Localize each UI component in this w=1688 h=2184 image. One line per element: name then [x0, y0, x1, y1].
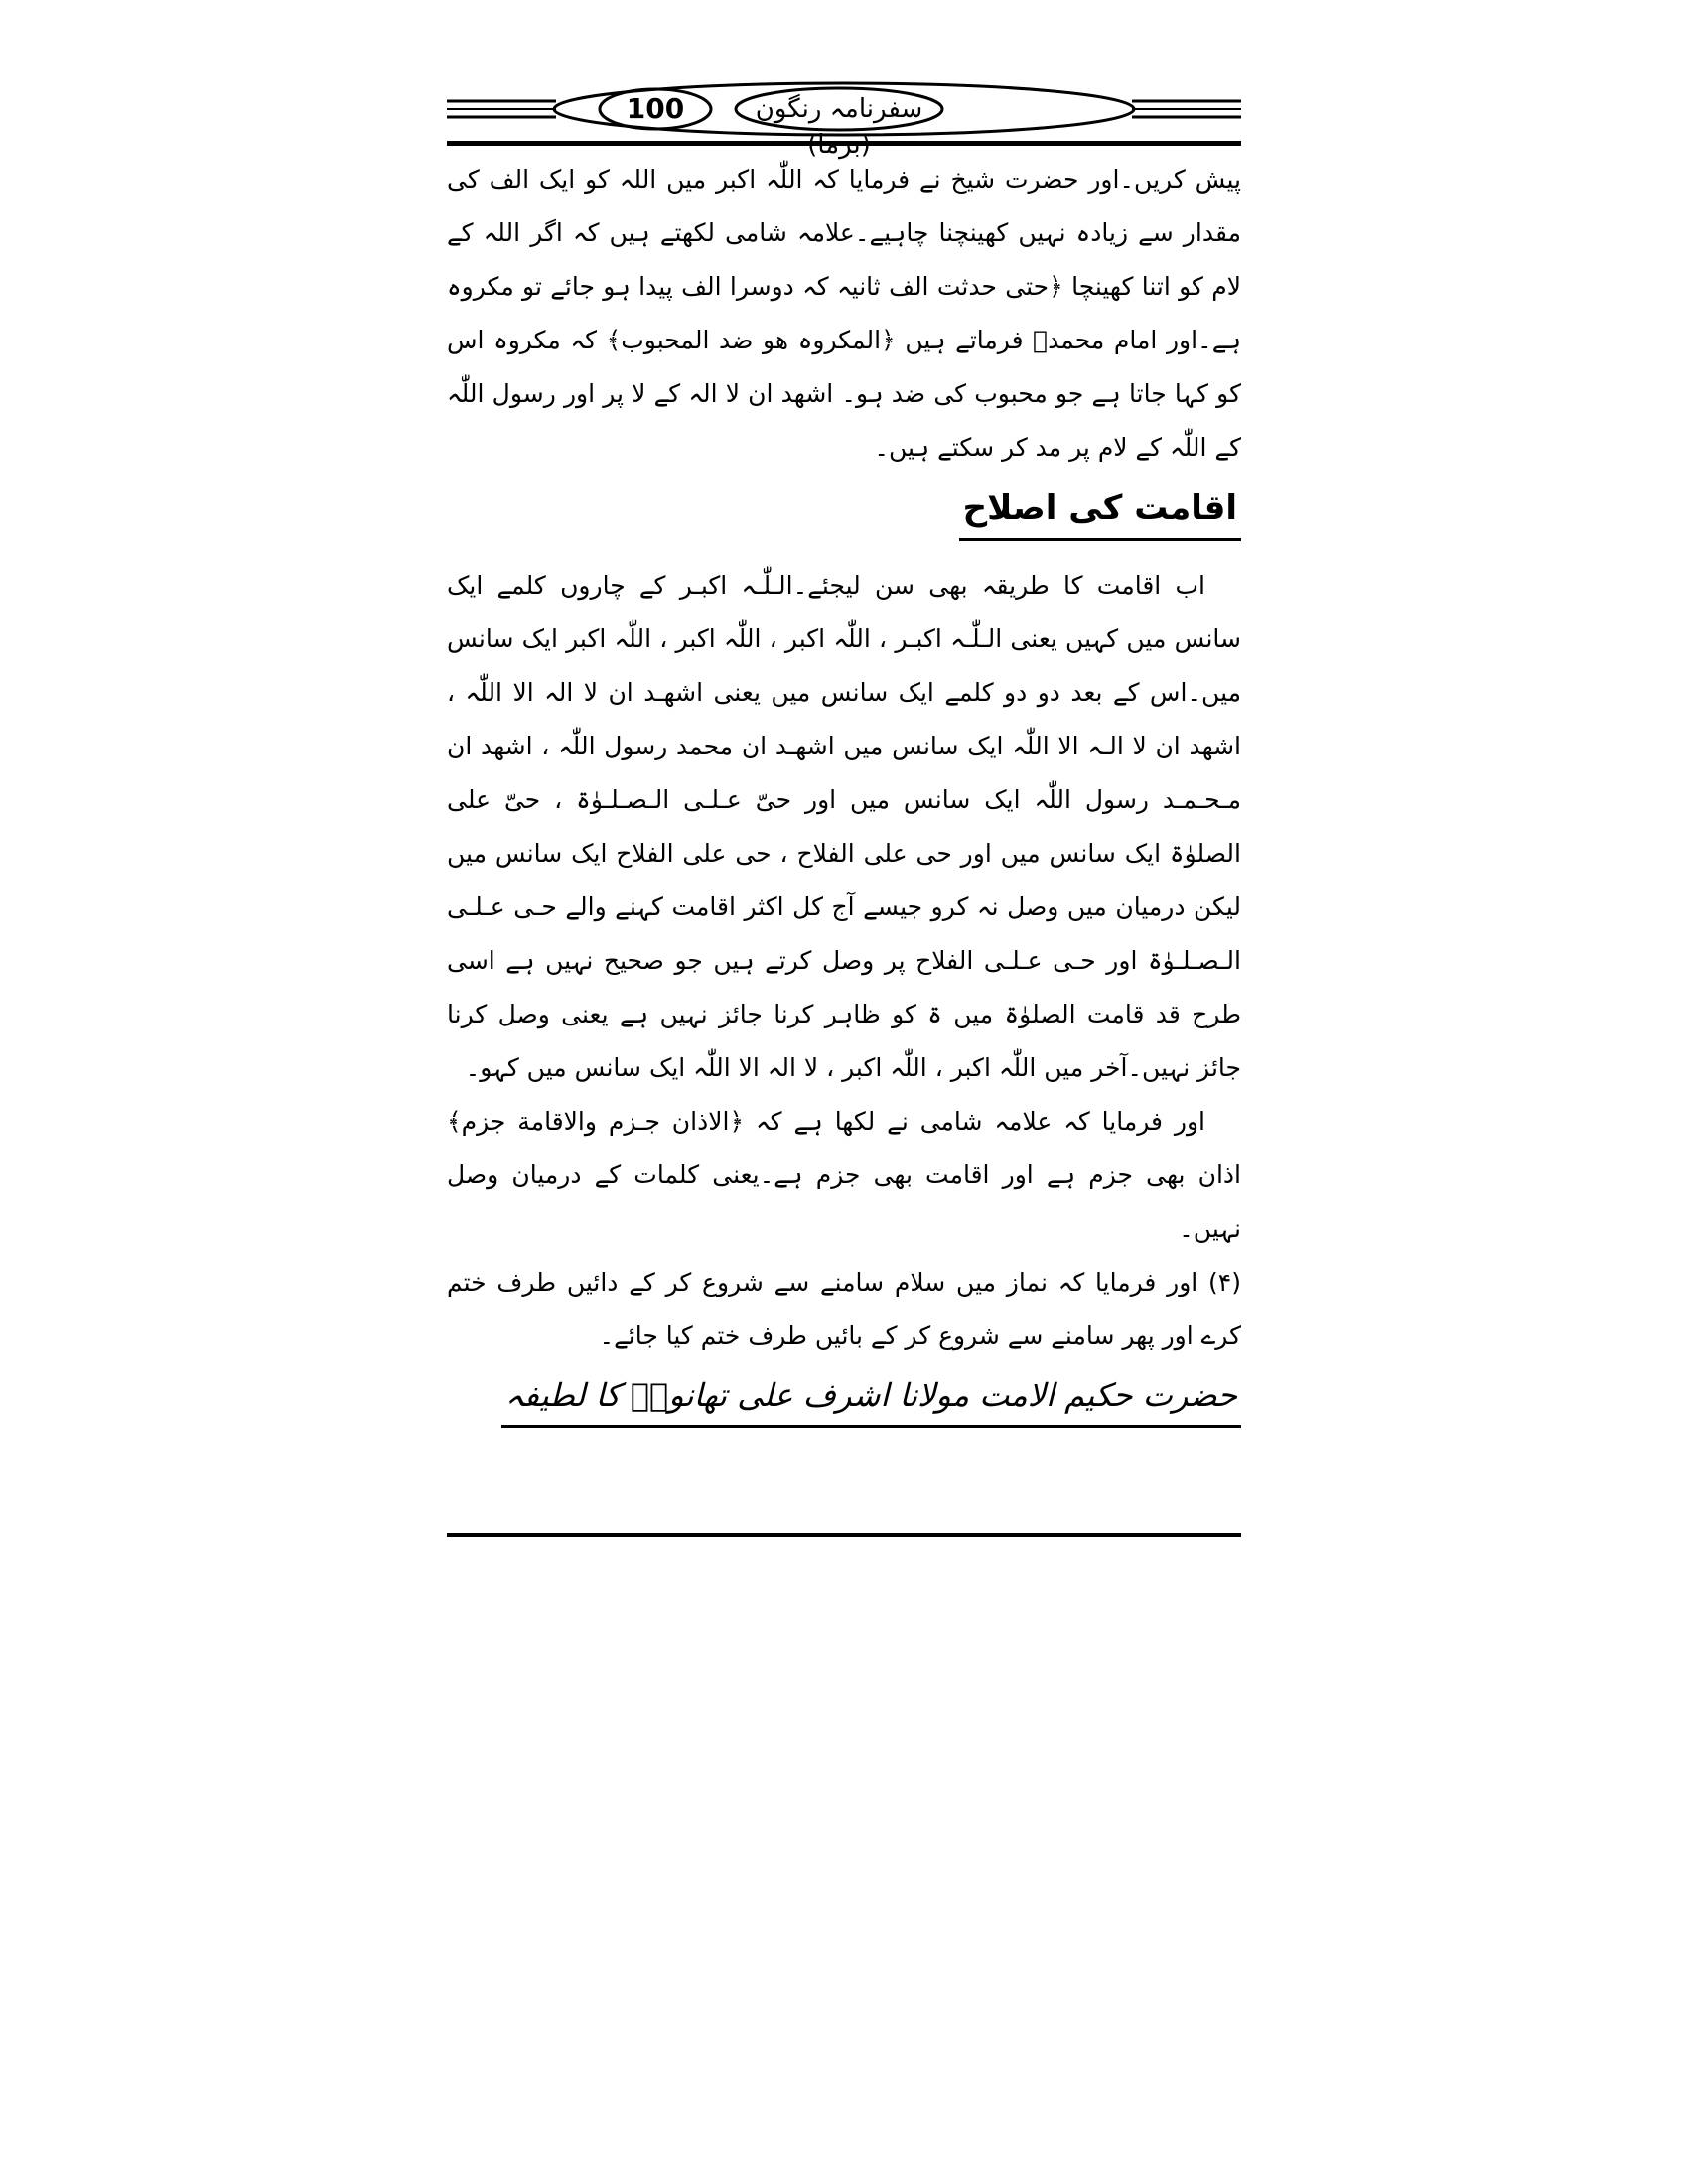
footer-heading-wrap	[447, 1363, 1241, 1428]
paragraph-4: (۴) اور فرمایا کہ نماز میں سلام سامنے سے شروع کر کے دائیں طرف ختم کرے اور پھر سامنے سے شروع کر کے بائیں طرف ختم کیا جائے۔	[447, 1268, 1241, 1350]
section-heading: اقامت کی اصلاح	[959, 480, 1241, 541]
section-heading-wrap	[447, 475, 1241, 559]
book-page	[447, 79, 1241, 1549]
book-title: سفرنامہ رنگون	[755, 94, 923, 124]
bottom-rule	[447, 1533, 1241, 1537]
page-header	[447, 79, 1241, 149]
paragraph-2: اب اقامت کا طریقہ بھی سن لیجئے۔الـلّٰـہ اکبـر کے چاروں کلمے ایک سانس میں کہیں یعنی الـلّٰـہ اکبـر ، اللّٰہ اکبر ، اللّٰہ اکبر ، اللّٰہ اکبر ایک سانس میں۔اس کے بعد دو دو کلمے ایک سانس میں یعنی اشھـد ان لا الہ الا اللّٰہ ، اشھد ان لا الـہ الا اللّٰہ ایک سانس میں اشھـد ان محمد رسول اللّٰہ ، اشھد ان مـحـمـد رسول اللّٰہ ایک سانس میں اور حیّ عـلـی الـصـلـوٰۃ ، حیّ علی الصلوٰۃ ایک سانس میں اور حی علی الفلاح ، حی علی الفلاح ایک سانس میں لیکن درمیان میں وصل نہ کرو جیسے آج کل اکثر اقامت کہنے والے حـی عـلـی الـصـلـوٰۃ اور حـی عـلـی الفلاح پر وصل کرتے ہیں جو صحیح نہیں ہے اسی طرح قد قامت الصلوٰۃ میں ۃ کو ظاہر کرنا جائز نہیں ہے یعنی وصل کرنا جائز نہیں۔آخر میں اللّٰہ اکبر ، اللّٰہ اکبر ، لا الہ الا اللّٰہ ایک سانس میں کہو۔	[447, 571, 1241, 1082]
page-content	[447, 153, 1241, 1428]
paragraph-1: پیش کریں۔اور حضرت شیخ نے فرمایا کہ اللّٰہ اکبر میں اللہ کو ایک الف کی مقدار سے زیادہ نہیں کھینچنا چاہیے۔علامہ شامی لکھتے ہیں کہ اگر اللہ کے لام کو اتنا کھینچا ﴿حتی حدثت الف ثانیہ کہ دوسرا الف پیدا ہو جائے تو مکروہ ہے۔اور امام محمدؒ فرماتے ہیں ﴿المکروہ ھو ضد المحبوب﴾ کہ مکروہ اس کو کہا جاتا ہے جو محبوب کی ضد ہو۔ اشھد ان لا الہ کے لا پر اور رسول اللّٰہ کے اللّٰہ کے لام پر مد کر سکتے ہیں۔	[447, 165, 1241, 462]
page-number: 100	[626, 92, 685, 125]
footer-heading: حضرت حکیم الامت مولانا اشرف علی تھانویؒ کا لطیفہ	[501, 1367, 1241, 1428]
header-rule	[447, 141, 1241, 146]
paragraph-3: اور فرمایا کہ علامہ شامی نے لکھا ہے کہ ﴿الاذان جـزم والاقامة جزم﴾ اذان بھی جزم ہے اور اقامت بھی جزم ہے۔یعنی کلمات کے درمیان وصل نہیں۔	[447, 1107, 1241, 1243]
